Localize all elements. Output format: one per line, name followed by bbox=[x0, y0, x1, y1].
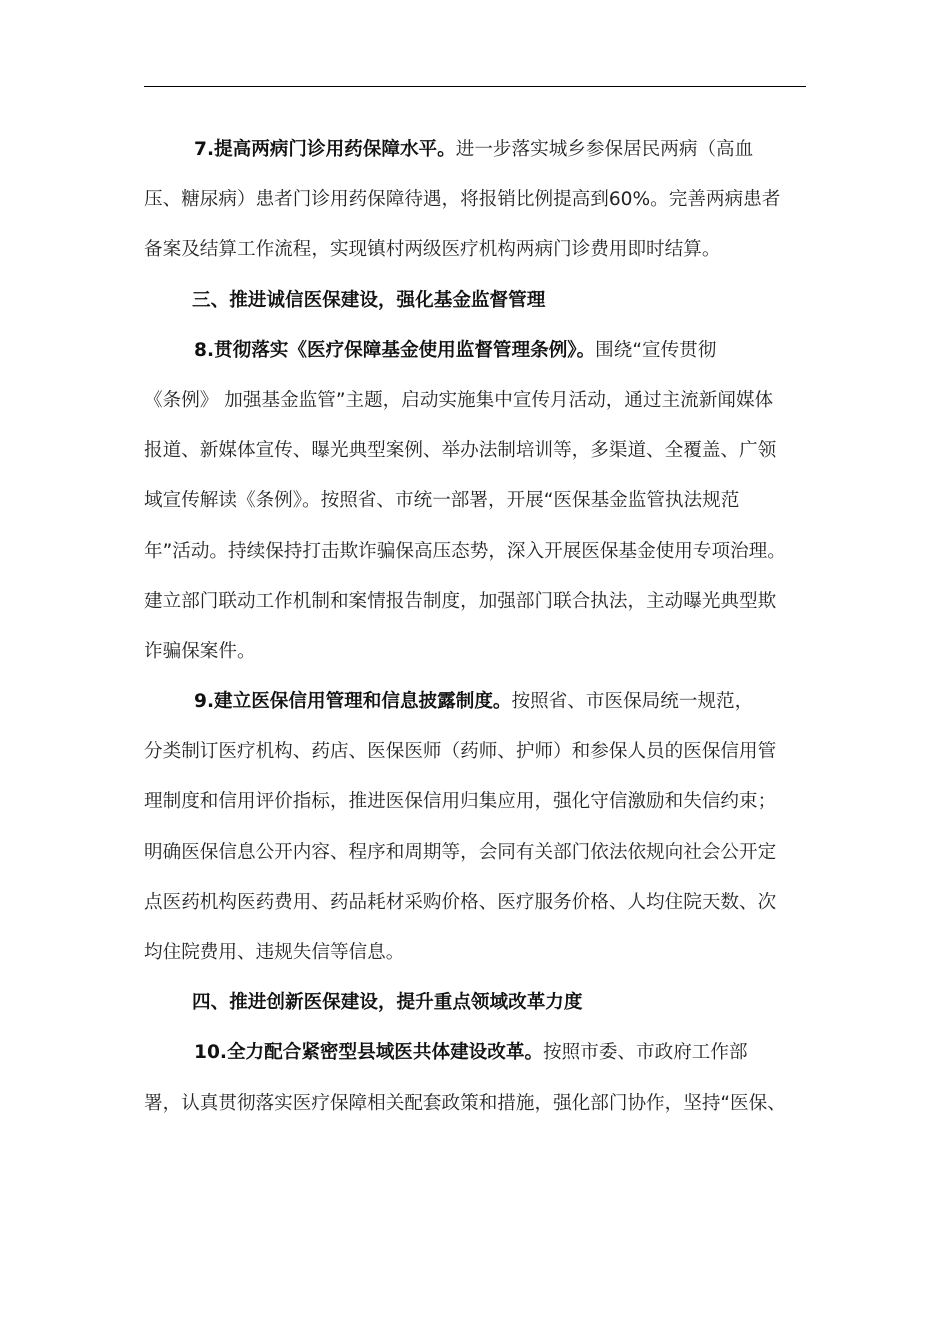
paragraph-item-8-line-3: 报道、新媒体宣传、曝光典型案例、举办法制培训等，多渠道、全覆盖、广领 bbox=[144, 440, 777, 462]
paragraph-item-8-line-6: 建立部门联动工作机制和案情报告制度，加强部门联合执法，主动曝光典型欺 bbox=[144, 590, 777, 612]
paragraph-item-9-line-6: 均住院费用、违规失信等信息。 bbox=[144, 942, 405, 963]
paragraph-item-8-line-2: 《条例》 加强基金监管”主题，启动实施集中宣传月活动，通过主流新闻媒体 bbox=[144, 389, 774, 411]
item-9-text-1: 按照省、市医保局统一规范， bbox=[511, 691, 754, 713]
item-8-text-1: 围绕“宣传贯彻 bbox=[595, 339, 717, 361]
paragraph-item-8-line-5: 年”活动。持续保持打击欺诈骗保高压态势，深入开展医保基金使用专项治理。 bbox=[144, 540, 786, 562]
paragraph-item-10-line-1 bbox=[144, 1028, 806, 1078]
item-7-text-1: 进一步落实城乡参保居民两病（高血 bbox=[455, 139, 754, 160]
paragraph-item-7-line-3: 备案及结算工作流程，实现镇村两级医疗机构两病门诊费用即时结算。 bbox=[144, 239, 721, 261]
item-7-lead: 7.提高两病门诊用药保障水平。 bbox=[194, 139, 456, 160]
paragraph-item-9-line-2: 分类制订医疗机构、药店、医保医师（药师、护师）和参保人员的医保信用管 bbox=[144, 741, 777, 763]
paragraph-item-8-line-4: 域宣传解读《条例》。按照省、市统一部署，开展“医保基金监管执法规范 bbox=[144, 490, 740, 512]
paragraph-item-8-line-7: 诈骗保案件。 bbox=[144, 640, 256, 662]
paragraph-item-7-line-1 bbox=[144, 125, 806, 175]
header-rule bbox=[144, 86, 806, 87]
item-10-text-1: 按照市委、市政府工作部 bbox=[543, 1042, 748, 1064]
item-10-lead: 10.全力配合紧密型县域医共体建设改革。 bbox=[194, 1042, 544, 1064]
paragraph-item-9-line-5: 点医药机构医药费用、药品耗材采购价格、医疗服务价格、人均住院天数、次 bbox=[144, 891, 777, 913]
section-heading-3: 三、推进诚信医保建设，强化基金监督管理 bbox=[192, 289, 546, 311]
section-heading-4: 四、推进创新医保建设，提升重点领域改革力度 bbox=[192, 992, 583, 1014]
document-body bbox=[144, 125, 806, 1129]
paragraph-item-9-line-4: 明确医保信息公开内容、程序和周期等，会同有关部门依法依规向社会公开定 bbox=[144, 841, 777, 863]
item-8-lead: 8.贯彻落实《医疗保障基金使用监督管理条例》。 bbox=[194, 339, 596, 361]
paragraph-item-9-line-3: 理制度和信用评价指标，推进医保信用归集应用，强化守信激励和失信约束； bbox=[144, 791, 777, 813]
paragraph-item-7-line-2: 压、糖尿病）患者门诊用药保障待遇，将报销比例提高到60%。完善两病患者 bbox=[144, 189, 781, 211]
paragraph-item-8-line-1 bbox=[144, 326, 806, 376]
paragraph-item-10-line-2: 署，认真贯彻落实医疗保障相关配套政策和措施，强化部门协作，坚持“医保、 bbox=[144, 1092, 786, 1114]
item-9-lead: 9.建立医保信用管理和信息披露制度。 bbox=[194, 691, 512, 713]
paragraph-item-9-line-1 bbox=[144, 677, 806, 727]
